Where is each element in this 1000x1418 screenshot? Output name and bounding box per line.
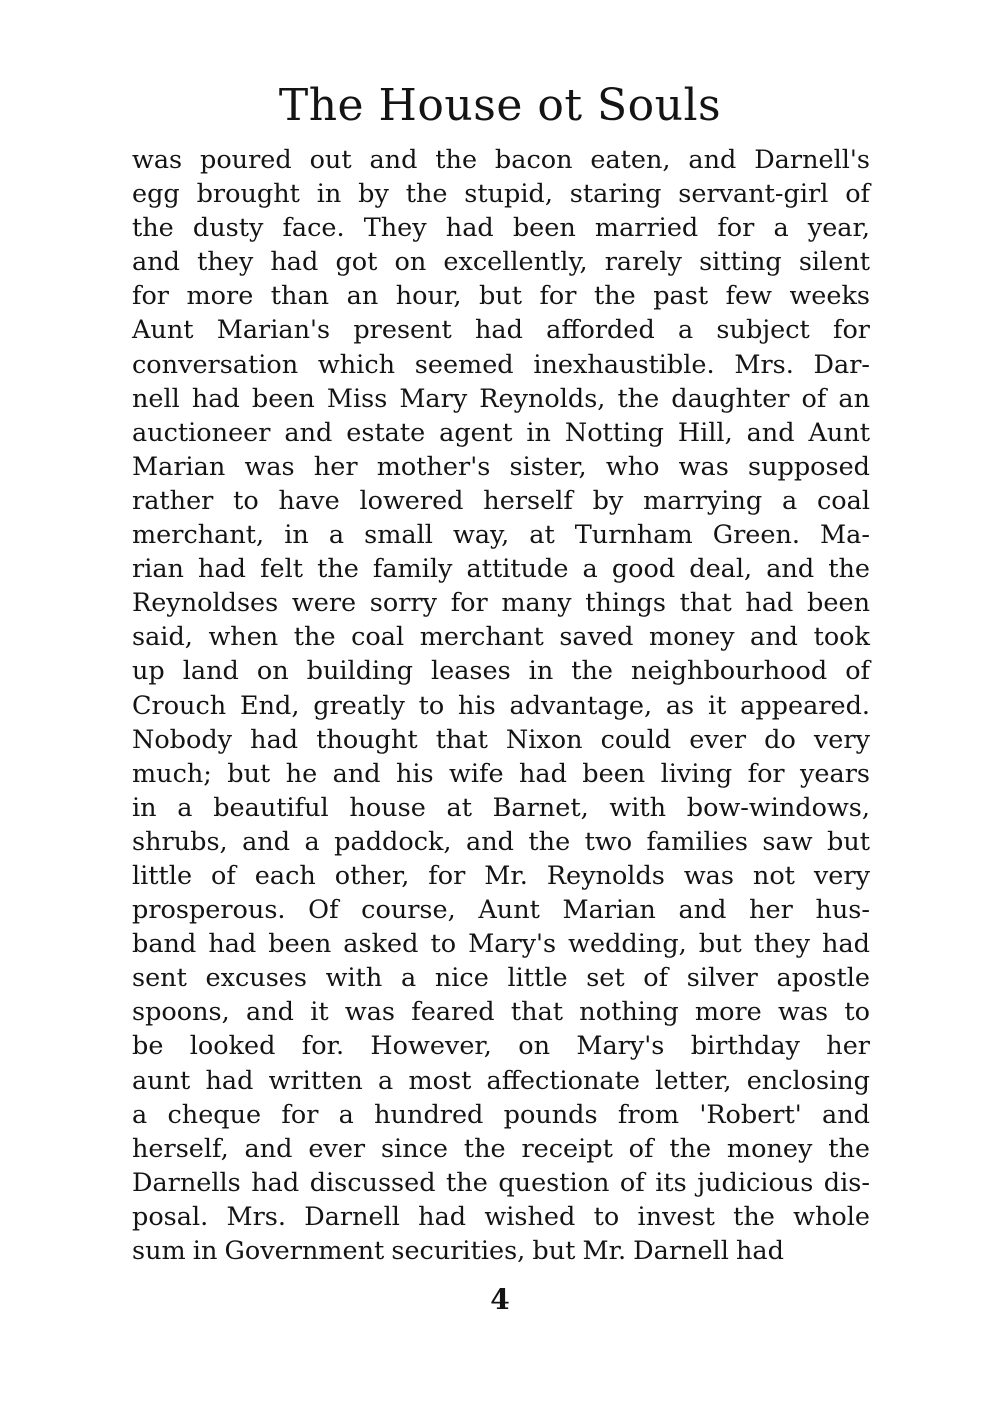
text-line: Aunt Marian's present had afforded a subject for: [132, 315, 870, 346]
text-line: conversation which seemed inexhaustible. Mrs. Dar-: [132, 349, 870, 380]
running-head: The House ot Souls: [278, 80, 722, 131]
text-line: Crouch End, greatly to his advantage, as it appeared.: [132, 690, 870, 721]
text-line: rather to have lowered herself by marrying a coal: [132, 485, 870, 516]
text-line: band had been asked to Mary's wedding, but they had: [132, 929, 870, 960]
text-line: Marian was her mother's sister, who was supposed: [132, 451, 870, 482]
text-line: prosperous. Of course, Aunt Marian and her hus-: [132, 895, 870, 926]
text-line: in a beautiful house at Barnet, with bow-windows,: [132, 792, 870, 823]
text-line: shrubs, and a paddock, and the two families saw but: [132, 826, 870, 857]
text-line: be looked for. However, on Mary's birthday her: [132, 1031, 870, 1062]
text-line: aunt had written a most affectionate letter, enclosing: [132, 1065, 870, 1096]
text-line: rian had felt the family attitude a good deal, and the: [132, 554, 870, 585]
body-text: [132, 143, 870, 1268]
text-line: auctioneer and estate agent in Notting Hill, and Aunt: [132, 417, 870, 448]
text-line: Reynoldses were sorry for many things that had been: [132, 588, 870, 619]
text-line: nell had been Miss Mary Reynolds, the daughter of an: [132, 383, 870, 414]
text-line: much; but he and his wife had been living for years: [132, 758, 870, 789]
text-line: for more than an hour, but for the past few weeks: [132, 281, 870, 312]
text-line: sum in Government securities, but Mr. Darnell had: [132, 1236, 784, 1266]
text-line: sent excuses with a nice little set of silver apostle: [132, 963, 870, 994]
text-line: Nobody had thought that Nixon could ever do very: [132, 724, 870, 755]
text-line: Darnells had discussed the question of its judicious dis-: [132, 1167, 870, 1198]
text-line: was poured out and the bacon eaten, and Darnell's: [132, 145, 870, 175]
text-line: the dusty face. They had been married for a year,: [132, 213, 870, 244]
text-line: up land on building leases in the neighbourhood of: [132, 656, 870, 687]
text-line: herself, and ever since the receipt of the money the: [132, 1133, 870, 1164]
text-line: said, when the coal merchant saved money and took: [132, 622, 870, 653]
text-line: a cheque for a hundred pounds from 'Robert' and: [132, 1099, 870, 1130]
page-number: 4: [490, 1283, 510, 1316]
text-line: egg brought in by the stupid, staring servant-girl of: [132, 179, 870, 210]
text-line: spoons, and it was feared that nothing more was to: [132, 997, 870, 1028]
text-line: merchant, in a small way, at Turnham Green. Ma-: [132, 520, 870, 551]
text-line: and they had got on excellently, rarely sitting silent: [132, 247, 870, 278]
text-line: posal. Mrs. Darnell had wished to invest the whole: [132, 1201, 870, 1232]
text-line: little of each other, for Mr. Reynolds was not very: [132, 860, 870, 891]
